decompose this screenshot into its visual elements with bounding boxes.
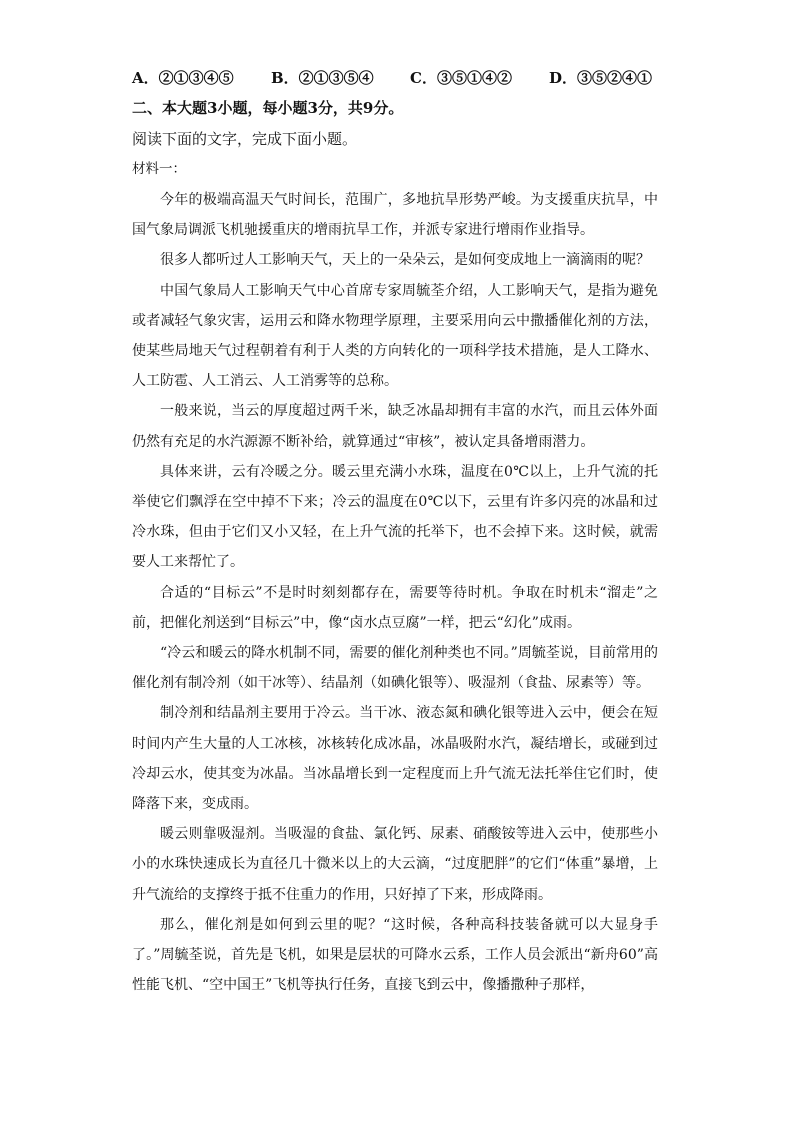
option-d[interactable]: D．③⑤②④① (549, 69, 653, 87)
paragraph: 今年的极端高温天气时间长，范围广，多地抗旱形势严峻。为支援重庆抗旱，中国气象局调派飞机驰援重庆的增雨抗旱工作，并派专家进行增雨作业指导。 (132, 192, 658, 239)
paragraph: 那么，催化剂是如何到云里的呢？“这时候，各种高科技装备就可以大显身手了。”周毓荃说，首先是飞机，如果是层状的可降水云系，工作人员会派出“新舟60”高性能飞机、“空中国王”飞机等执行任务，直接飞到云中，像播撒种子那样， (132, 916, 658, 994)
paragraph: “冷云和暖云的降水机制不同，需要的催化剂种类也不同。”周毓荃说，目前常用的催化剂有制冷剂（如干冰等）、结晶剂（如碘化银等）、吸湿剂（食盐、尿素等）等。 (132, 645, 658, 692)
paragraph: 一般来说，当云的厚度超过两千米，缺乏冰晶却拥有丰富的水汽，而且云体外面仍然有充足的水汽源源不断补给，就算通过“审核”，被认定具备增雨潜力。 (132, 403, 658, 450)
material-label: 材料一： (132, 161, 186, 177)
paragraph: 制冷剂和结晶剂主要用于冷云。当干冰、液态氮和碘化银等进入云中，便会在短时间内产生大量的人工冰核，冰核转化成冰晶，冰晶吸附水汽，凝结增长，或碰到过冷却云水，使其变为冰晶。当冰晶增长到一定程度而上升气流无法托举住它们时，使降落下来，变成雨。 (132, 705, 658, 813)
paragraph: 暖云则靠吸湿剂。当吸湿的食盐、氯化钙、尿素、硝酸铵等进入云中，使那些小小的水珠快速成长为直径几十微米以上的大云滴，“过度肥胖”的它们“体重”暴增，上升气流给的支撑终于抵不住重力的作用，只好掉了下来，形成降雨。 (132, 826, 658, 903)
answer-options (132, 66, 692, 90)
paragraph: 合适的“目标云”不是时时刻刻都存在，需要等待时机。争取在时机未“溜走”之前，把催化剂送到“目标云”中，像“卤水点豆腐”一样，把云“幻化”成雨。 (132, 584, 658, 631)
paragraph: 具体来讲，云有冷暖之分。暖云里充满小水珠，温度在0℃以上，上升气流的托举使它们飘浮在空中掉不下来；冷云的温度在0℃以下，云里有许多闪亮的冰晶和过冷水珠，但由于它们又小又轻，在上升气流的托举下，也不会掉下来。这时候，就需要人工来帮忙了。 (132, 463, 658, 571)
material-body (132, 185, 658, 1000)
paragraph: 很多人都听过人工影响天气，天上的一朵朵云，是如何变成地上一滴滴雨的呢？ (160, 252, 650, 269)
option-a[interactable]: A．②①③④⑤ (132, 69, 234, 87)
option-c[interactable]: C．③⑤①④② (410, 69, 512, 87)
reading-instruction: 阅读下面的文字，完成下面小题。 (132, 130, 358, 148)
paragraph: 中国气象局人工影响天气中心首席专家周毓荃介绍，人工影响天气，是指为避免或者减轻气象灾害，运用云和降水物理学原理，主要采用向云中撒播催化剂的方法，使某些局地天气过程朝着有利于人类的方向转化的一项科学技术措施，是人工降水、人工防雹、人工消云、人工消雾等的总称。 (132, 282, 658, 390)
option-b[interactable]: B．②①③⑤④ (271, 69, 374, 87)
section-title: 二、本大题3小题，每小题3分，共9分。 (132, 99, 404, 117)
